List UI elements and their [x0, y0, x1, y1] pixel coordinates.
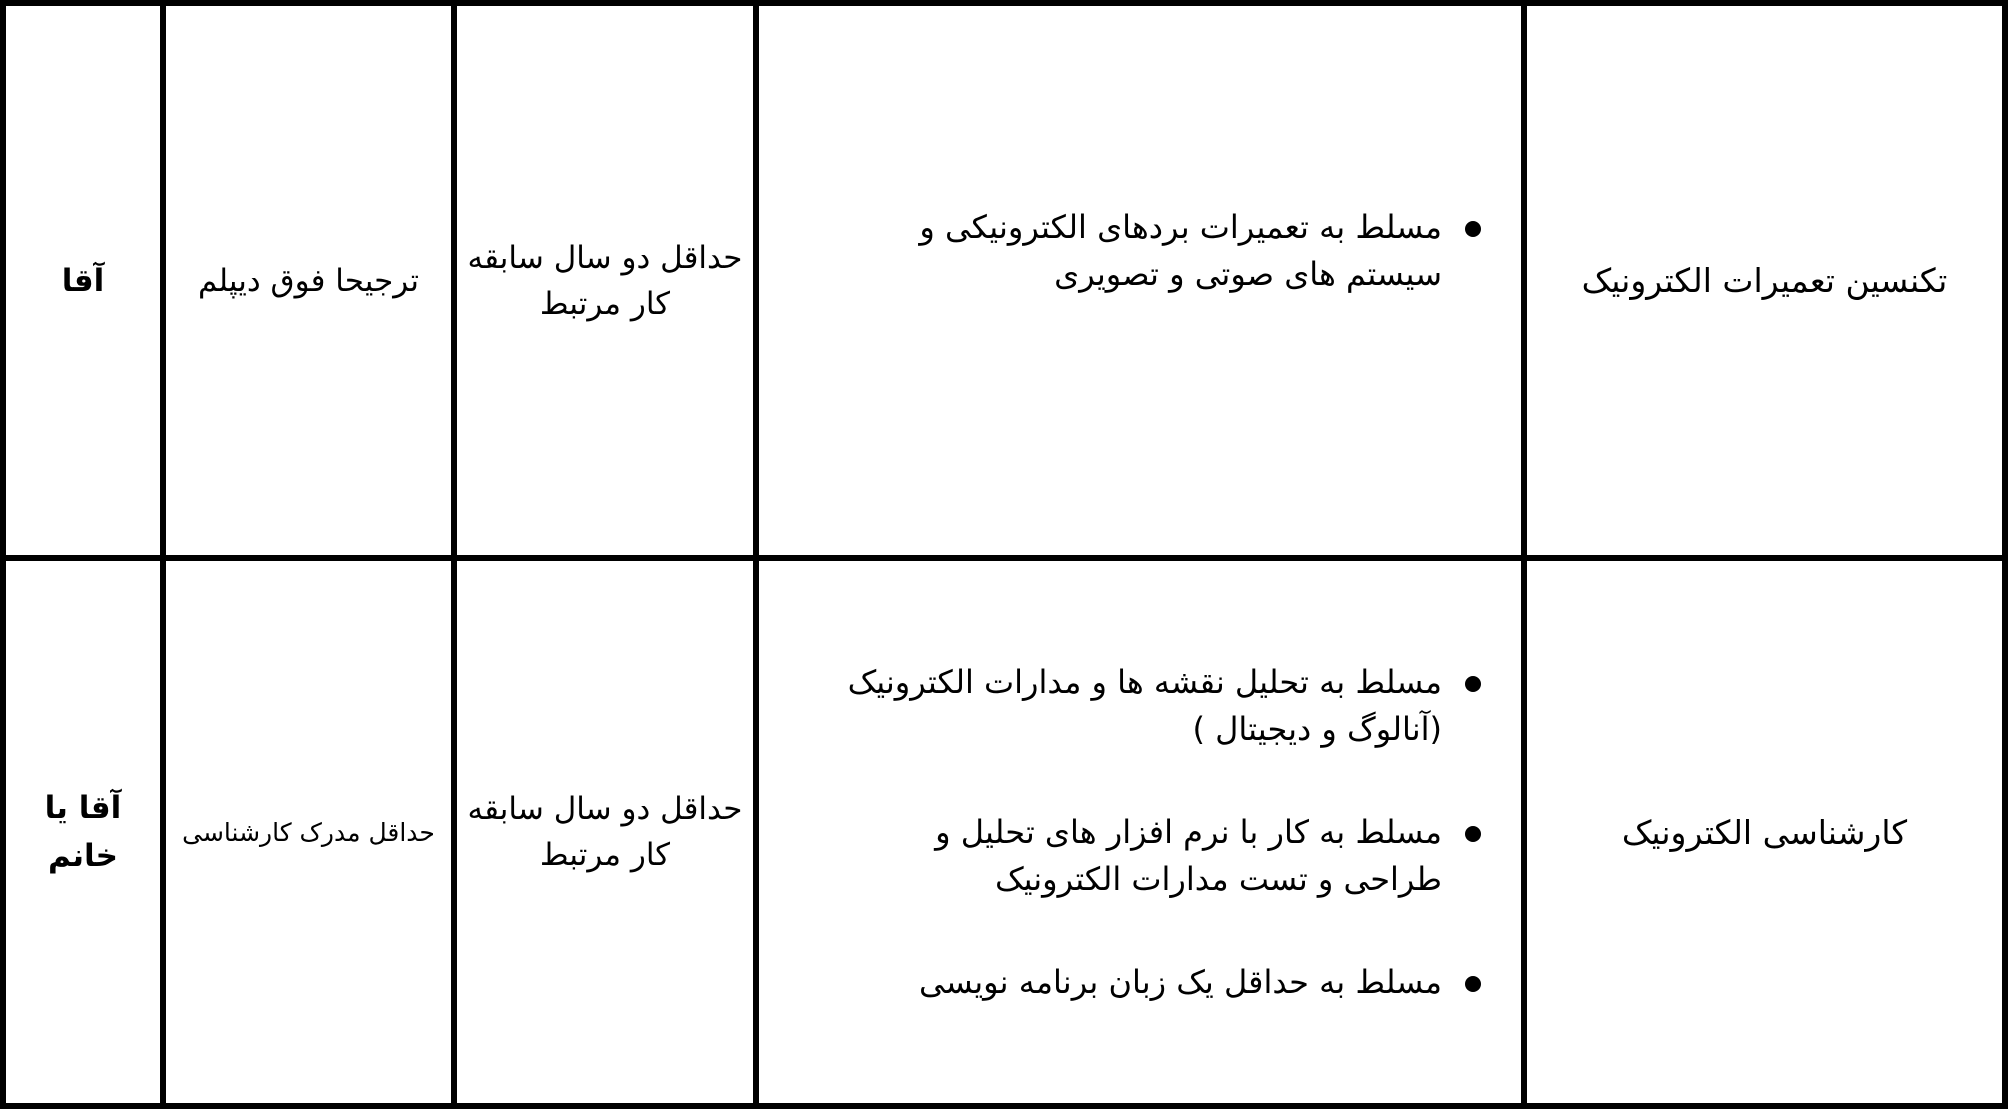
experience-text: حداقل دو سال سابقه کار مرتبط — [467, 239, 743, 322]
table-row — [6, 6, 2002, 561]
requirement-text: مسلط به تحلیل نقشه ها و مدارات الکترونیک (آنالوگ و دیجیتال ) — [847, 662, 1442, 748]
gender-text: آقا یا خانم — [44, 790, 122, 874]
experience-text: حداقل دو سال سابقه کار مرتبط — [467, 791, 743, 873]
list-item — [759, 959, 1521, 1006]
table-row — [6, 561, 2002, 1103]
list-item — [759, 809, 1521, 903]
list-item — [759, 659, 1521, 753]
job-title-cell — [1521, 6, 2002, 555]
experience-cell — [451, 6, 753, 555]
requirements-cell — [753, 561, 1521, 1103]
requirements-cell — [753, 6, 1521, 555]
bullet-icon — [1465, 676, 1481, 692]
job-title-cell — [1521, 561, 2002, 1103]
education-cell — [160, 6, 451, 555]
experience-cell — [451, 561, 753, 1103]
education-text: حداقل مدرک کارشناسی — [182, 817, 435, 847]
bullet-icon — [1465, 826, 1481, 842]
gender-cell — [6, 561, 160, 1103]
requirement-text: مسلط به کار با نرم افزار های تحلیل و طراحی و تست مدارات الکترونیک — [935, 812, 1442, 898]
requirements-list — [759, 204, 1521, 298]
job-title: تکنسین تعمیرات الکترونیک — [1581, 261, 1948, 300]
job-title: کارشناسی الکترونیک — [1621, 812, 1908, 852]
gender-cell — [6, 6, 160, 555]
requirements-list — [759, 659, 1521, 1006]
bullet-icon — [1465, 976, 1481, 992]
bullet-icon — [1465, 221, 1481, 237]
requirement-text: مسلط به حداقل یک زبان برنامه نویسی — [919, 962, 1442, 1001]
education-text: ترجیحا فوق دیپلم — [198, 262, 419, 299]
list-item — [759, 204, 1521, 298]
education-cell — [160, 561, 451, 1103]
requirement-text: مسلط به تعمیرات بردهای الکترونیکی و سیستم های صوتی و تصویری — [919, 207, 1442, 293]
gender-text: آقا — [61, 262, 105, 299]
